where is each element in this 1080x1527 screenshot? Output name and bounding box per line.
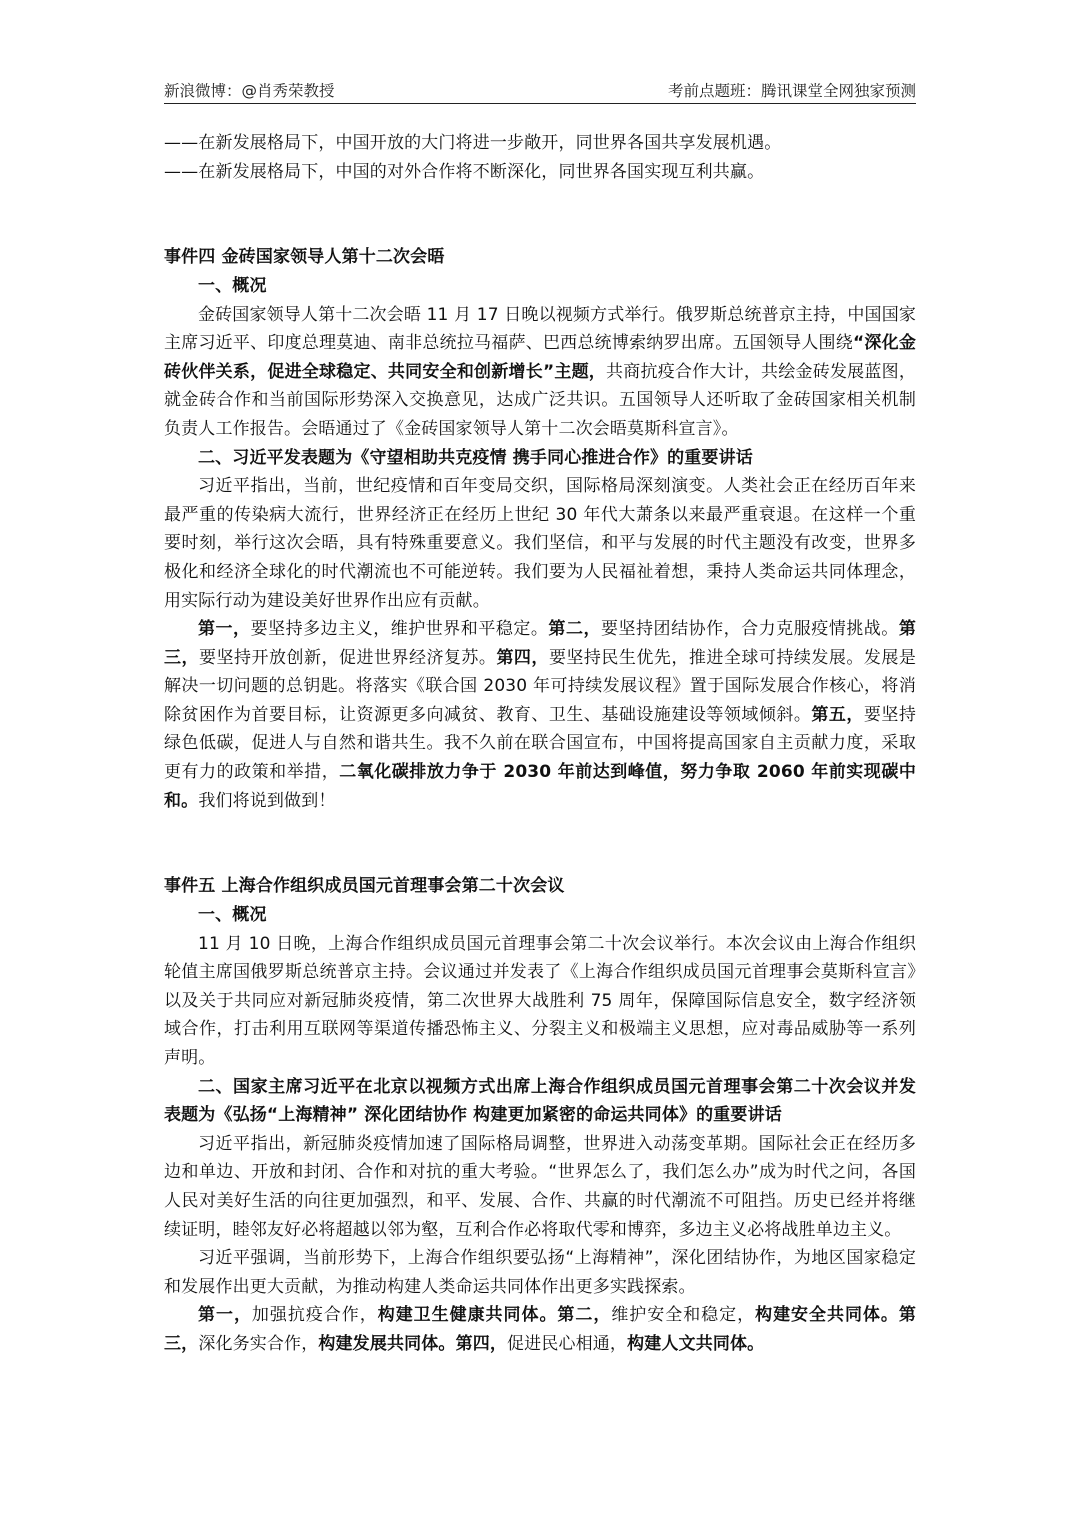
intro-line-1: ——在新发展格局下，中国开放的大门将进一步敞开，同世界各国共享发展机遇。 (164, 133, 782, 153)
event4-title: 事件四 金砖国家领导人第十二次会晤 (164, 247, 445, 268)
event5-section2-title: 二、国家主席习近平在北京以视频方式出席上海合作组织成员国元首理事会第二十次会议并发表题为《弘扬“上海精神” 深化团结协作 构建更加紧密的命运共同体》的重要讲话 (164, 1076, 916, 1126)
event5-section2-paragraph3: 第一，加强抗疫合作，构建卫生健康共同体。第二，维护安全和稳定，构建安全共同体。第三，深化务实合作，构建发展共同体。第四，促进民心相通，构建人文共同体。 (164, 1305, 917, 1354)
event4-section1-title: 一、概况 (198, 275, 267, 296)
event4-section2-paragraph1: 习近平指出，当前，世纪疫情和百年变局交织，国际格局深刻演变。人类社会正在经历百年来最严重的传染病大流行，世界经济正在经历上世纪 30 年代大萧条以来最严重衰退。在这样一个重要时刻，举行这次会晤，具有特殊重要意义。我们坚信，和平与发展的时代主题没有改变，世界多极化和经济全球化的时代潮流也不可能逆转。我们要为人民福祉着想，秉持人类命运共同体理念，用实际行动为建设美好世界作出应有贡献。 (164, 476, 916, 611)
event5-section1-paragraph: 11 月 10 日晚，上海合作组织成员国元首理事会第二十次会议举行。本次会议由上海合作组织轮值主席国俄罗斯总统普京主持。会议通过并发表了《上海合作组织成员国元首理事会莫斯科宣言》以及关于共同应对新冠肺炎疫情，第二次世界大战胜利 75 周年，保障国际信息安全，数字经济领域合作，打击利用互联网等渠道传播恐怖主义、分裂主义和极端主义思想，应对毒品威胁等一系列声明。 (164, 933, 916, 1068)
document-body (164, 129, 916, 1359)
event5-section2-paragraph2: 习近平强调，当前形势下，上海合作组织要弘扬“上海精神”，深化团结协作，为地区国家稳定和发展作出更大贡献，为推动构建人类命运共同体作出更多实践探索。 (164, 1248, 916, 1297)
event4-section2-title: 二、习近平发表题为《守望相助共克疫情 携手同心推进合作》的重要讲话 (198, 447, 753, 468)
event4-section1-paragraph: 金砖国家领导人第十二次会晤 11 月 17 日晚以视频方式举行。俄罗斯总统普京主持，中国国家主席习近平、印度总理莫迪、南非总统拉马福萨、巴西总统博索纳罗出席。五国领导人围绕“深化金砖伙伴关系，促进全球稳定、共同安全和创新增长”主题，共商抗疫合作大计，共绘金砖发展蓝图，就金砖合作和当前国际形势深入交换意见，达成广泛共识。五国领导人还听取了金砖国家相关机制负责人工作报告。会晤通过了《金砖国家领导人第十二次会晤莫斯科宣言》。 (164, 304, 917, 439)
event5-section1-title: 一、概况 (198, 905, 267, 926)
header-right-text: 考前点题班：腾讯课堂全网独家预测 (667, 82, 916, 100)
header-left-text: 新浪微博：@肖秀荣教授 (164, 82, 335, 100)
intro-line-2: ——在新发展格局下，中国的对外合作将不断深化，同世界各国实现互利共赢。 (164, 161, 765, 182)
event5-section2-paragraph1: 习近平指出，新冠肺炎疫情加速了国际格局调整，世界进入动荡变革期。国际社会正在经历多边和单边、开放和封闭、合作和对抗的重大考验。“世界怎么了，我们怎么办”成为时代之问，各国人民对美好生活的向往更加强烈，和平、发展、合作、共赢的时代潮流不可阻挡。历史已经并将继续证明，睦邻友好必将超越以邻为壑，互利合作必将取代零和博弈，多边主义必将战胜单边主义。 (164, 1133, 916, 1240)
page-header (164, 74, 916, 104)
event5-title: 事件五 上海合作组织成员国元首理事会第二十次会议 (164, 876, 565, 897)
event4-section2-paragraph2: 第一，要坚持多边主义，维护世界和平稳定。第二，要坚持团结协作，合力克服疫情挑战。第三，要坚持开放创新，促进世界经济复苏。第四，要坚持民生优先，推进全球可持续发展。发展是解决一切问题的总钥匙。将落实《联合国 2030 年可持续发展议程》置于国际发展合作核心，将消除贫困作为首要目标，让资源更多向减贫、教育、卫生、基础设施建设等领域倾斜。第五，要坚持绿色低碳，促进人与自然和谐共生。我不久前在联合国宣布，中国将提高国家自主贡献力度，采取更有力的政策和举措，二氧化碳排放力争于 2030 年前达到峰值，努力争取 2060 年前实现碳中和。我们将说到做到！ (164, 619, 917, 811)
